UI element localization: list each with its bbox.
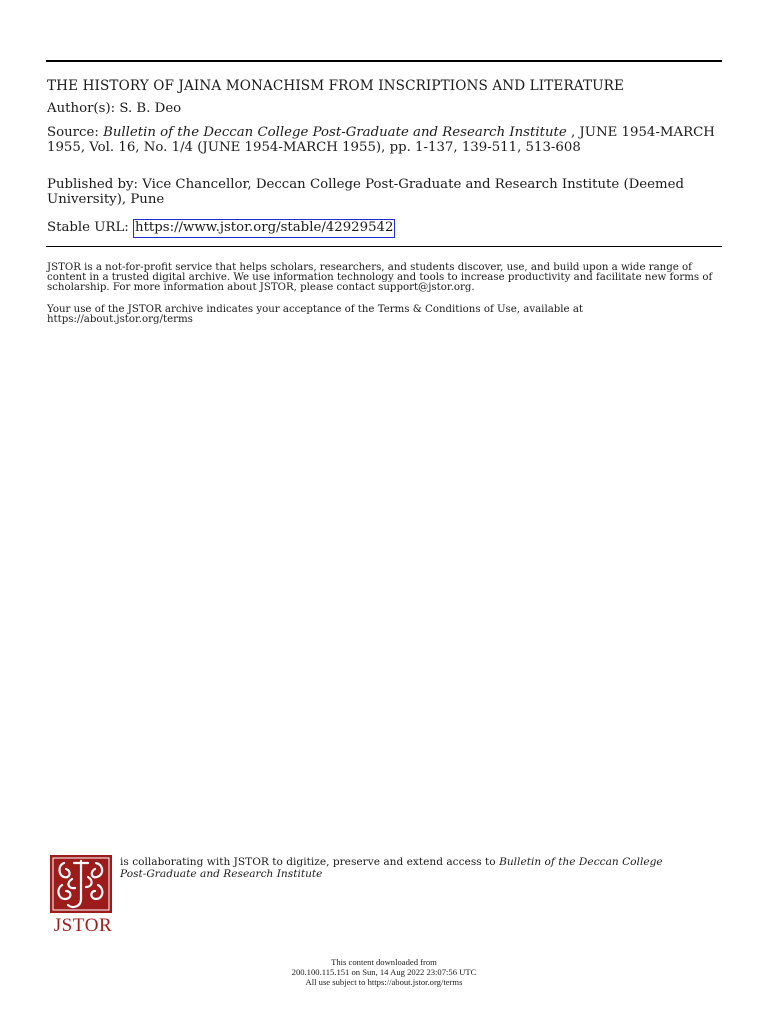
footer-line-3: All use subject to https://about.jstor.org/terms — [305, 976, 463, 987]
source-details: , JUNE 1954-MARCH 1955, Vol. 16, No. 1/4 (JUNE 1954-MARCH 1955), pp. 1-137, 139-511, 513-608 — [47, 125, 715, 155]
source-journal: Bulletin of the Deccan College Post-Graduate and Research Institute — [103, 125, 567, 140]
collaboration-journal: Bulletin of the Deccan College Post-Graduate and Research Institute — [120, 856, 663, 880]
footer-line-1: This content downloaded from — [331, 957, 437, 967]
source-prefix: Source: — [47, 125, 104, 140]
section-rule — [46, 246, 722, 247]
article-title: THE HISTORY OF JAINA MONACHISM FROM INSCRIPTIONS AND LITERATURE — [47, 78, 625, 94]
jstor-about-notice: JSTOR is a not-for-profit service that helps scholars, researchers, and students discover, use, and build upon a wide range of content in a trusted digital archive. We use information technology and tools to increase productivity and facilitate new forms of scholarship. For more information about JSTOR, please contact support@jstor.org. — [47, 262, 713, 294]
stable-url-link[interactable]: https://www.jstor.org/stable/42929542 — [133, 219, 395, 238]
author-line: Author(s): S. B. Deo — [47, 101, 182, 116]
collaboration-statement — [120, 856, 680, 880]
stable-url-label: Stable URL: — [47, 220, 133, 235]
footer-line-2: 200.100.115.151 on Sun, 14 Aug 2022 23:07:56 UTC — [291, 966, 477, 977]
jstor-logo — [50, 855, 114, 937]
collaboration-text: is collaborating with JSTOR to digitize, preserve and extend access to — [120, 856, 500, 868]
download-footer — [0, 958, 768, 987]
top-rule — [46, 60, 722, 62]
terms-notice: Your use of the JSTOR archive indicates your acceptance of the Terms & Conditions of Use, available at https://about.jstor.org/terms — [47, 304, 583, 326]
stable-url-line — [47, 219, 717, 238]
jstor-logo-text: JSTOR — [53, 915, 113, 936]
jstor-logo-emblem — [50, 855, 112, 913]
source-line — [47, 126, 717, 155]
publisher-line: Published by: Vice Chancellor, Deccan College Post-Graduate and Research Institute (Deemed University), Pune — [47, 177, 685, 207]
